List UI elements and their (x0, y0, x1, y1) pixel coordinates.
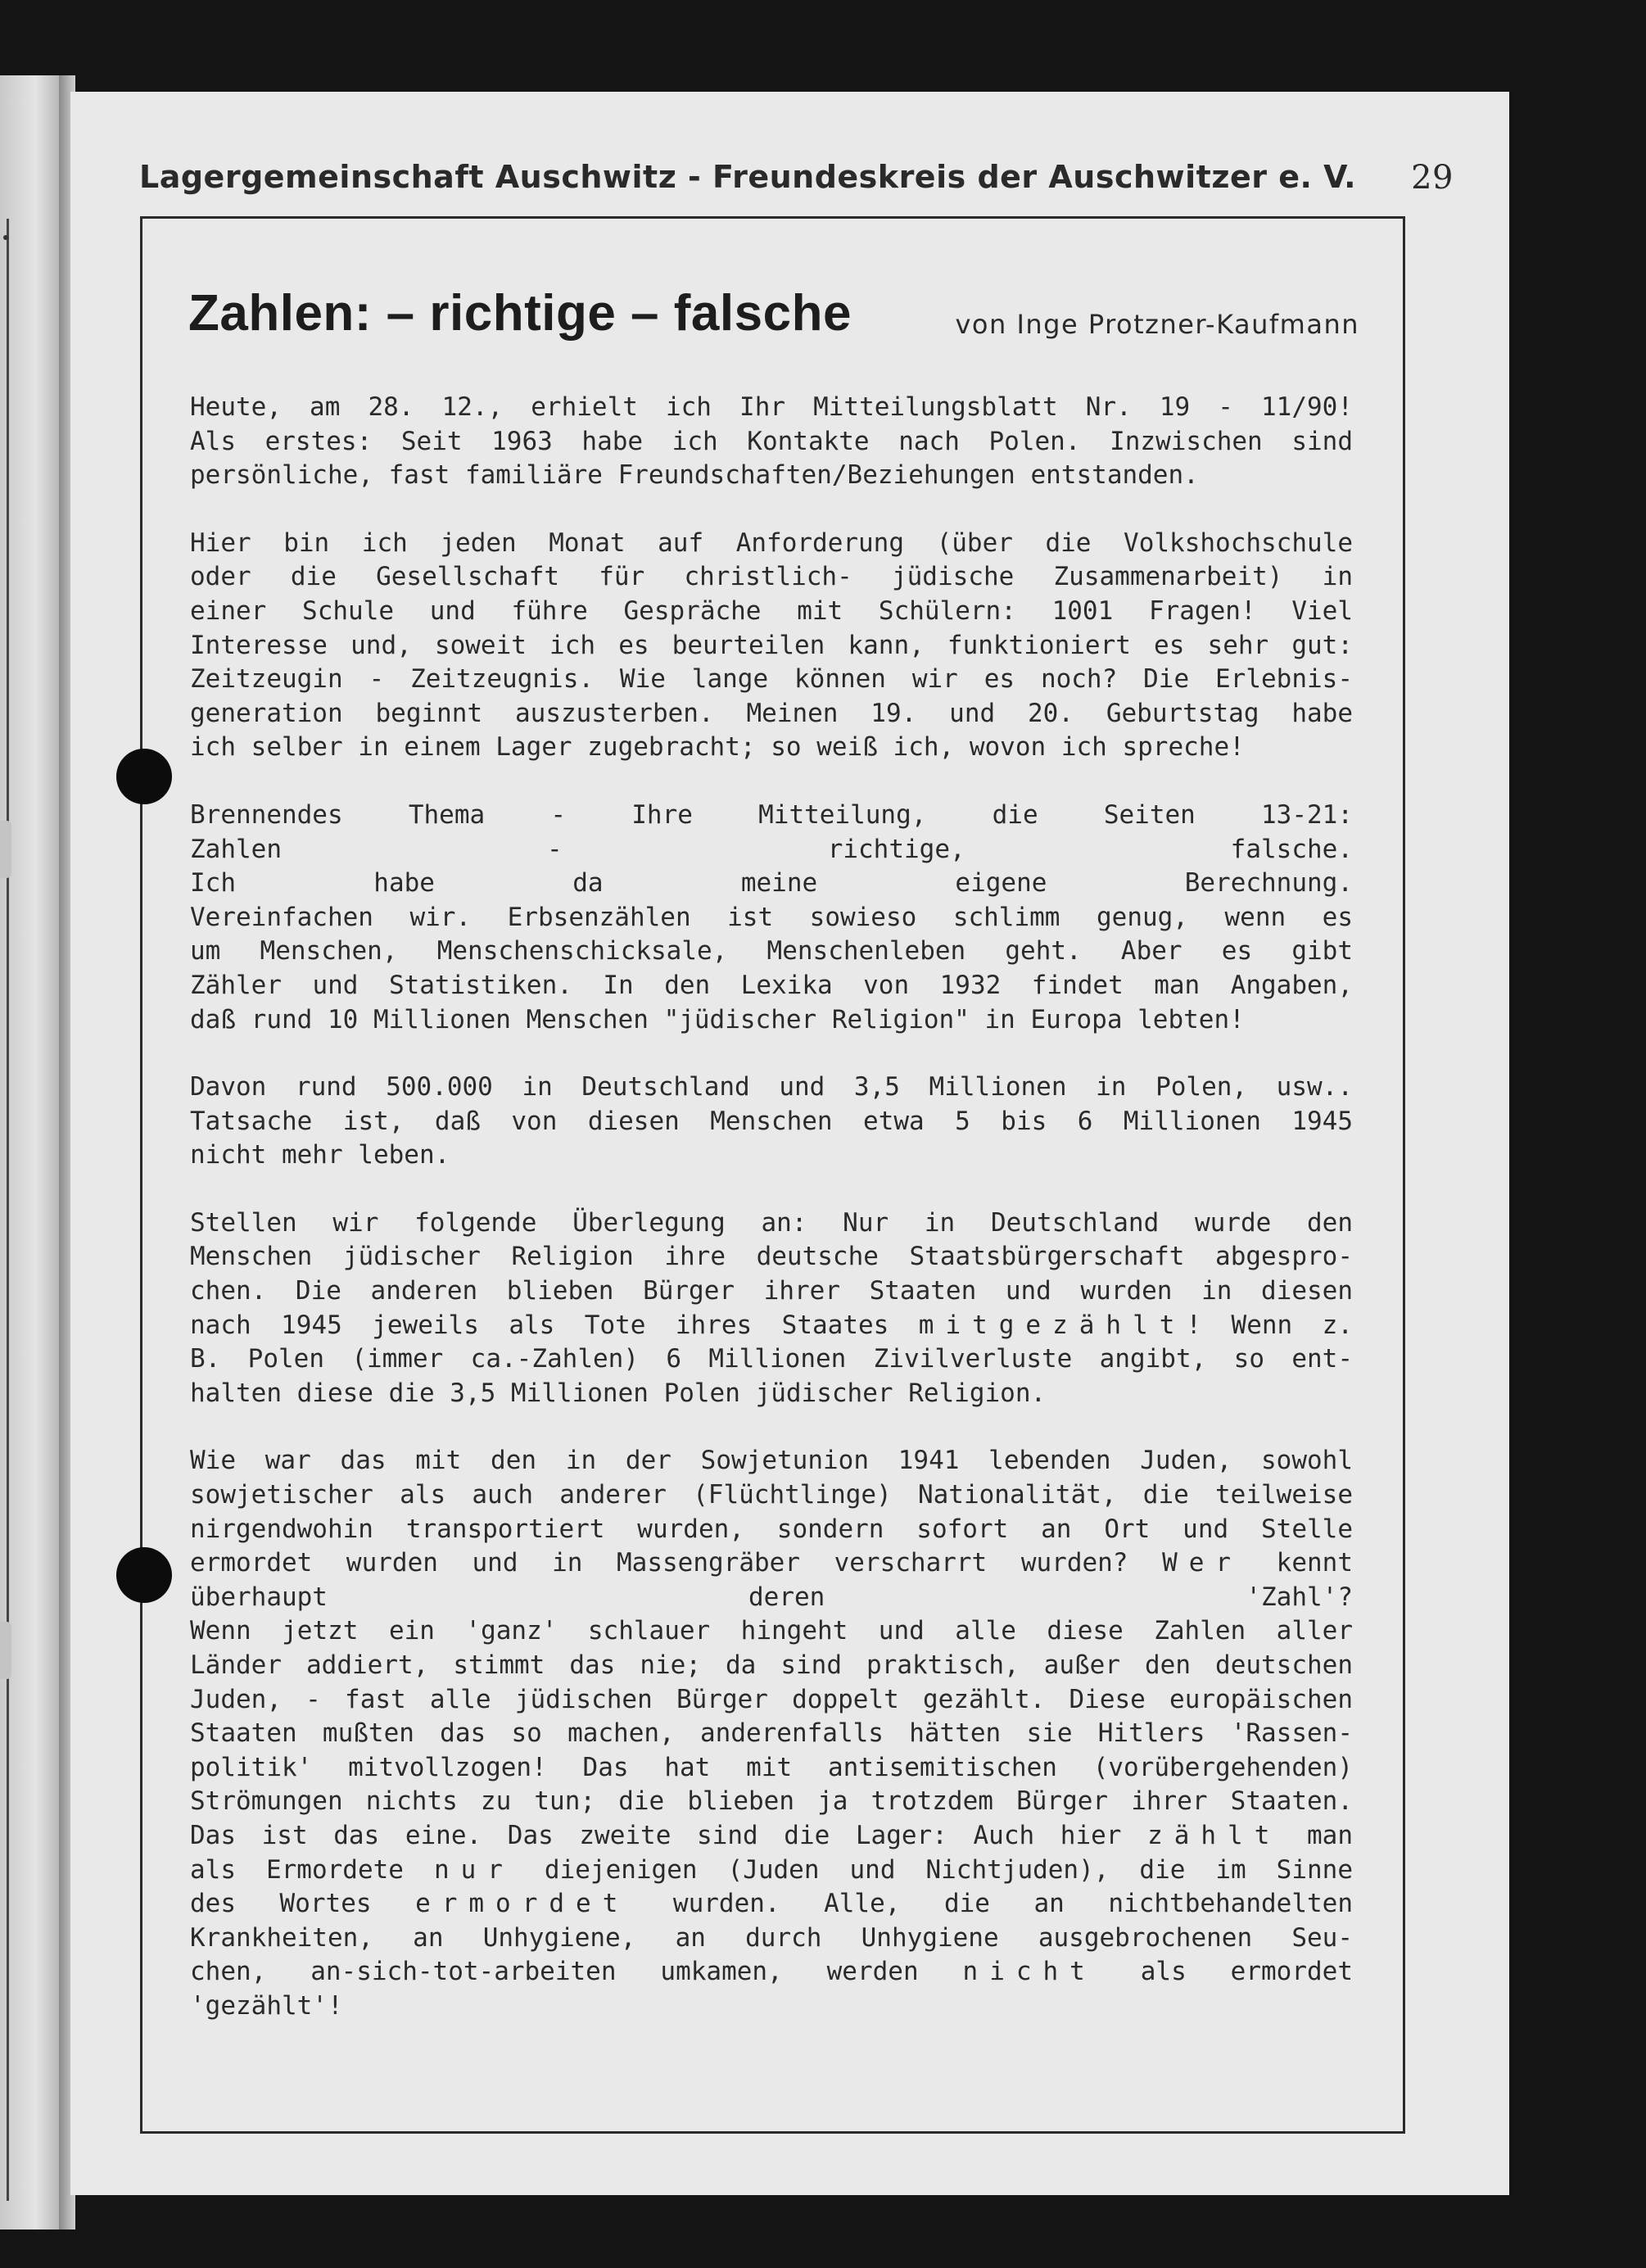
text-line: nicht mehr leben. (190, 1140, 450, 1170)
text-line: Als erstes: Seit 1963 habe ich Kontakte nach Polen. Inzwischen sind (190, 426, 1353, 456)
text-line: Heute, am 28. 12., erhielt ich Ihr Mitteilungsblatt Nr. 19 - 11/90! (190, 392, 1353, 422)
text-line: Krankheiten, an Unhygiene, an durch Unhygiene ausgebrochenen Seu- (190, 1922, 1353, 1953)
text-line: Zähler und Statistiken. In den Lexika von 1932 findet man Angaben, (190, 970, 1353, 1000)
text-line: Tatsache ist, daß von diesen Menschen etwa 5 bis 6 Millionen 1945 (190, 1106, 1353, 1136)
punch-hole (116, 749, 172, 804)
paragraph (190, 391, 1353, 493)
text-line: als Ermordete nur diejenigen (Juden und Nichtjuden), die im Sinne (190, 1854, 1353, 1885)
document-page (70, 92, 1509, 2195)
text-line: B. Polen (immer ca.-Zahlen) 6 Millionen Zivilverluste angibt, so ent- (190, 1344, 1353, 1374)
text-line: ermordet wurden und in Massengräber verscharrt wurden? Wer kennt (190, 1548, 1353, 1578)
text-line: Juden, - fast alle jüdischen Bürger doppelt gezählt. Diese europäischen (190, 1684, 1353, 1714)
article-title: Zahlen: – richtige – falsche (188, 285, 852, 342)
text-line: Zeitzeugin - Zeitzeugnis. Wie lange können wir es noch? Die Erlebnis- (190, 664, 1353, 695)
text-line: des Wortes ermordet wurden. Alle, die an nichtbehandelten (190, 1889, 1353, 1919)
text-line: Davon rund 500.000 in Deutschland und 3,5 Millionen in Polen, usw.. (190, 1072, 1353, 1102)
facing-page-edge (0, 75, 59, 2230)
text-line: persönliche, fast familiäre Freundschaften/Beziehungen entstanden. (190, 460, 1199, 491)
text-line: Zahlen - richtige, falsche. (190, 834, 1353, 864)
text-line: sowjetischer als auch anderer (Flüchtlinge) Nationalität, die teilweise (190, 1480, 1353, 1510)
text-line: politik' mitvollzogen! Das hat mit antisemitischen (vorübergehenden) (190, 1752, 1353, 1782)
text-line: generation beginnt auszusterben. Meinen 19. und 20. Geburtstag habe (190, 698, 1353, 728)
text-line: Wenn jetzt ein 'ganz' schlauer hingeht und alle diese Zahlen aller (190, 1616, 1353, 1646)
emphasis-word: nur (433, 1854, 514, 1885)
text-line: oder die Gesellschaft für christlich- jüdische Zusammenarbeit) in (190, 562, 1353, 592)
paragraph (190, 799, 1353, 1037)
text-line: 'gezählt'! (190, 1990, 343, 2021)
text-line: Länder addiert, stimmt das nie; da sind praktisch, außer den deutschen (190, 1650, 1353, 1680)
punch-hole (116, 1547, 172, 1603)
binding-tab (0, 821, 11, 878)
text-line: Das ist das eine. Das zweite sind die Lager: Auch hier zählt man (190, 1820, 1353, 1850)
text-line: Ich habe da meine eigene Berechnung. (190, 868, 1353, 899)
text-line: Staaten mußten das so machen, anderenfalls hätten sie Hitlers 'Rassen- (190, 1718, 1353, 1749)
text-line: um Menschen, Menschenschicksale, Menschenleben geht. Aber es gibt (190, 936, 1353, 967)
text-line: Wie war das mit den in der Sowjetunion 1941 lebenden Juden, sowohl (190, 1446, 1353, 1476)
text-line: nirgendwohin transportiert wurden, sondern sofort an Ort und Stelle (190, 1514, 1353, 1544)
paragraph (190, 1444, 1353, 2023)
running-header-title: Lagergemeinschaft Auschwitz - Freundeskreis der Auschwitzer e. V. (139, 159, 1357, 195)
emphasis-word: zählt (1147, 1820, 1282, 1850)
text-line: nach 1945 jeweils als Tote ihres Staates mitgezählt! Wenn z. (190, 1310, 1353, 1340)
text-line: chen. Die anderen blieben Bürger ihrer Staaten und wurden in diesen (190, 1276, 1353, 1306)
article-frame (140, 216, 1405, 2134)
article-body (190, 391, 1353, 2057)
text-line: Vereinfachen wir. Erbsenzählen ist sowieso schlimm genug, wenn es (190, 902, 1353, 932)
facing-page-mark (3, 235, 8, 240)
emphasis-word: ermordet (415, 1889, 630, 1919)
facing-page-rule (0, 219, 9, 2201)
paragraph (190, 1206, 1353, 1411)
text-line: Hier bin ich jeden Monat auf Anforderung (über die Volkshochschule (190, 527, 1353, 558)
page-number: 29 (1411, 159, 1454, 197)
text-line: Stellen wir folgende Überlegung an: Nur in Deutschland wurde den (190, 1207, 1353, 1238)
running-header (139, 159, 1454, 195)
binding-tab (0, 1622, 11, 1679)
article-title-row (188, 284, 1359, 358)
emphasis-word: mitgezählt (918, 1310, 1187, 1340)
text-line: Strömungen nichts zu tun; die blieben ja trotzdem Bürger ihrer Staaten. (190, 1786, 1353, 1817)
text-line: überhaupt deren 'Zahl'? (190, 1582, 1353, 1612)
emphasis-word: nicht (962, 1957, 1097, 1987)
text-line: halten diese die 3,5 Millionen Polen jüdischer Religion. (190, 1378, 1047, 1408)
text-line: daß rund 10 Millionen Menschen "jüdischer Religion" in Europa lebten! (190, 1004, 1245, 1034)
text-line: Interesse und, soweit ich es beurteilen kann, funktioniert es sehr gut: (190, 630, 1353, 660)
text-line: Brennendes Thema - Ihre Mitteilung, die Seiten 13-21: (190, 799, 1353, 830)
emphasis-word: Wer (1162, 1548, 1243, 1578)
text-line: einer Schule und führe Gespräche mit Schülern: 1001 Fragen! Viel (190, 595, 1353, 626)
article-author: von Inge Protzner-Kaufmann (955, 309, 1359, 340)
text-line: Menschen jüdischer Religion ihre deutsche Staatsbürgerschaft abgespro- (190, 1242, 1353, 1272)
paragraph (190, 1071, 1353, 1173)
paragraph (190, 527, 1353, 765)
text-line: chen, an-sich-tot-arbeiten umkamen, werden nicht als ermordet (190, 1957, 1353, 1987)
text-line: ich selber in einem Lager zugebracht; so weiß ich, wovon ich spreche! (190, 732, 1245, 763)
